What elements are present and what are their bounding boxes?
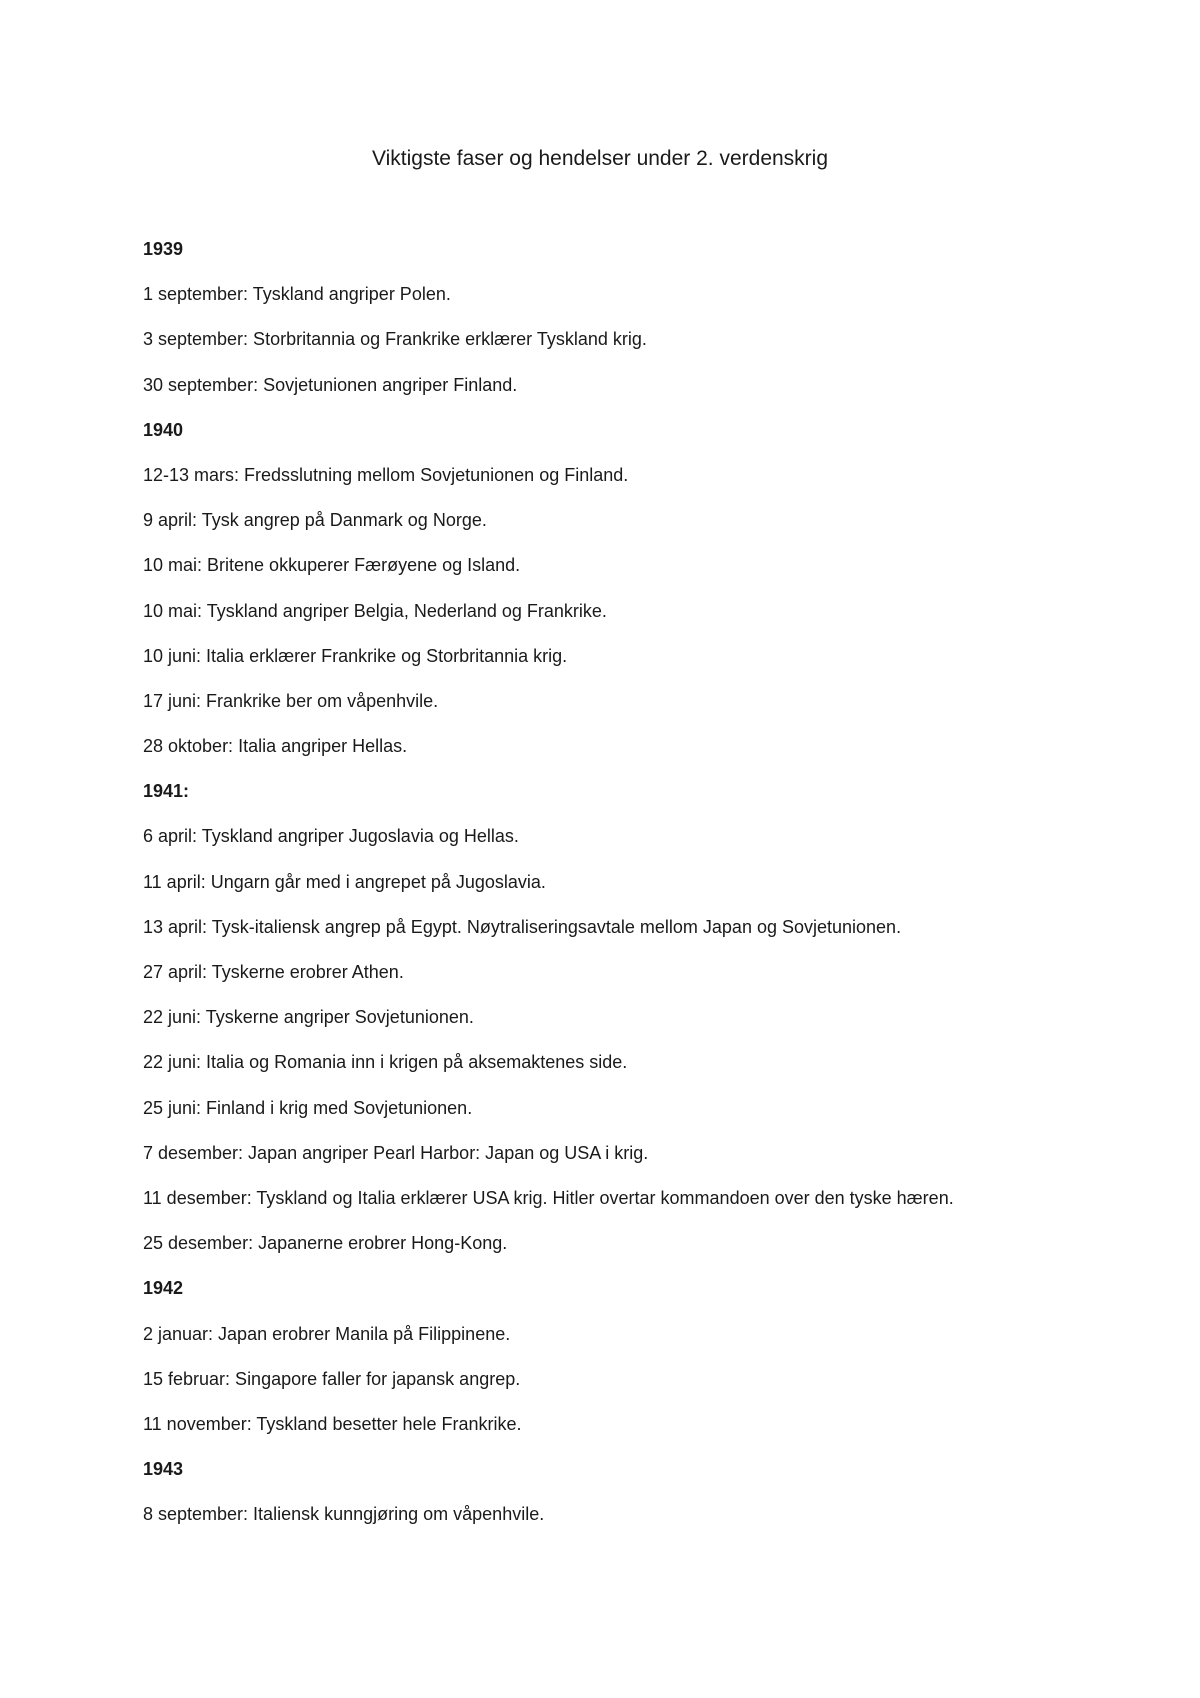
- document-title: Viktigste faser og hendelser under 2. verdenskrig: [371, 147, 829, 170]
- event-line: 28 oktober: Italia angriper Hellas.: [143, 736, 408, 757]
- event-line: 30 september: Sovjetunionen angriper Finland.: [143, 374, 518, 395]
- event-line: 25 juni: Finland i krig med Sovjetunionen.: [143, 1097, 473, 1118]
- event-line: 6 april: Tyskland angriper Jugoslavia og Hellas.: [143, 826, 519, 847]
- year-heading: 1942: [143, 1278, 184, 1299]
- document-body: [143, 237, 1143, 1547]
- event-line: 27 april: Tyskerne erobrer Athen.: [143, 962, 404, 982]
- event-line: 11 desember: Tyskland og Italia erklærer USA krig. Hitler overtar kommandoen over den tyske hæren.: [143, 1187, 954, 1208]
- event-line: 22 juni: Italia og Romania inn i krigen på aksemaktenes side.: [143, 1052, 628, 1073]
- event-line: 10 mai: Britene okkuperer Færøyene og Island.: [143, 555, 521, 576]
- event-line: 8 september: Italiensk kunngjøring om våpenhvile.: [143, 1504, 545, 1525]
- event-line: 15 februar: Singapore faller for japansk angrep.: [143, 1368, 521, 1389]
- event-line: 9 april: Tysk angrep på Danmark og Norge.: [143, 510, 487, 531]
- event-line: 13 april: Tysk-italiensk angrep på Egypt. Nøytraliseringsavtale mellom Japan og Sovjetunionen.: [143, 916, 902, 937]
- year-heading: 1940: [143, 419, 184, 440]
- event-line: 10 juni: Italia erklærer Frankrike og Storbritannia krig.: [143, 645, 568, 666]
- year-heading: 1943: [143, 1459, 184, 1480]
- event-line: 11 november: Tyskland besetter hele Frankrike.: [143, 1413, 522, 1434]
- event-line: 2 januar: Japan erobrer Manila på Filippinene.: [143, 1323, 511, 1344]
- event-line: 10 mai: Tyskland angriper Belgia, Nederland og Frankrike.: [143, 600, 607, 621]
- event-line: 3 september: Storbritannia og Frankrike erklærer Tyskland krig.: [143, 329, 647, 350]
- event-line: 17 juni: Frankrike ber om våpenhvile.: [143, 690, 439, 711]
- year-heading: 1941:: [143, 781, 190, 802]
- event-line: 7 desember: Japan angriper Pearl Harbor: Japan og USA i krig.: [143, 1142, 649, 1163]
- event-line: 25 desember: Japanerne erobrer Hong-Kong.: [143, 1233, 508, 1254]
- year-heading: 1939: [143, 239, 184, 259]
- event-line: 1 september: Tyskland angriper Polen.: [143, 284, 451, 305]
- event-line: 12-13 mars: Fredsslutning mellom Sovjetunionen og Finland.: [143, 464, 629, 485]
- event-line: 22 juni: Tyskerne angriper Sovjetunionen.: [143, 1007, 474, 1028]
- event-line: 11 april: Ungarn går med i angrepet på Jugoslavia.: [143, 871, 546, 892]
